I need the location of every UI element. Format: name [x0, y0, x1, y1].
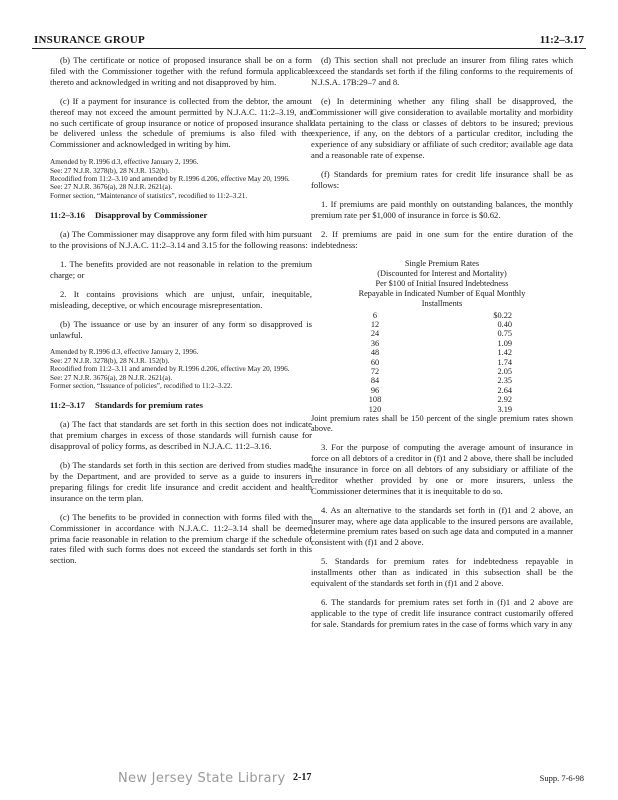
table-row [345, 320, 520, 329]
running-header-section: 11:2–3.17 [539, 34, 584, 46]
paragraph-317-b: (b) The standards set forth in this section are derived from studies made by the Department, and are provided to serve as a guide to insurers in preparing filings for credit life insurance and credit accident and health insurance on the term plan. [50, 460, 312, 503]
history-notes-1 [50, 158, 312, 200]
supplement-date: Supp. 7-6-98 [539, 773, 584, 783]
paragraph-317-a: (a) The fact that standards are set forth in this section does not indicate that premium charges in excess of those standards will furnish cause for disapproval of policy forms, as described in N.J.A.C. 11:2–3.16. [50, 419, 312, 452]
rate-cell: 2.35 [497, 376, 512, 386]
installments-cell: 24 [370, 329, 380, 339]
history-notes-2 [50, 348, 312, 390]
installments-cell: 84 [370, 376, 380, 386]
rate-table-title-line: (Discounted for Interest and Mortality) [377, 268, 507, 278]
section-heading-3-16 [50, 210, 312, 221]
rate-cell: 1.74 [497, 357, 512, 367]
installments-cell: 96 [370, 385, 380, 395]
paragraph-f1: 1. If premiums are paid monthly on outstanding balances, the monthly premium rate per $1,000 of insurance in force is $0.62. [311, 198, 573, 220]
rate-cell: 3.19 [497, 404, 512, 414]
section-number: 11:2–3.17 [50, 400, 85, 411]
paragraph-b: (b) The certificate or notice of proposed insurance shall be on a form filed with the Commissioner together with the refund formula applicable thereto and acknowledged in writing and not disapproved by him. [50, 55, 312, 87]
paragraph-316-a1: 1. The benefits provided are not reasonable in relation to the premium charge; or [50, 259, 312, 280]
history-note: See: 27 N.J.R. 3676(a), 28 N.J.R. 2621(a). [50, 373, 173, 382]
paragraph-e: (e) In determining whether any filing shall be disapproved, the Commissioner will give consideration to available mortality and morbidity data pertaining to the class or classes of debtors to be insured; previous experience, if any, on the debtors of a particular creditor, including the experience of any subsidiary or affiliate of such creditor; available age data and a reasonable rate of expense. [311, 95, 573, 161]
table-row [345, 395, 520, 404]
header-rule [32, 48, 586, 49]
rate-cell: 1.42 [497, 348, 512, 358]
single-premium-rate-table [345, 311, 520, 414]
rate-cell: 0.75 [497, 329, 512, 339]
rate-table-title-line: Repayable in Indicated Number of Equal Monthly [358, 288, 526, 298]
table-row [345, 358, 520, 367]
table-row [345, 386, 520, 395]
table-row [345, 329, 520, 338]
history-note: See: 27 N.J.R. 3278(b), 28 N.J.R. 152(b). [50, 166, 170, 175]
table-row [345, 339, 520, 348]
table-row [345, 348, 520, 357]
paragraph-316-b: (b) The issuance or use by an insurer of any form so disapproved is unlawful. [50, 318, 312, 340]
installments-cell: 108 [368, 395, 382, 405]
paragraph-f3: 3. For the purpose of computing the average amount of insurance in force on all debtors of a creditor in (f)1 and 2 above, there shall be included the insurance in force on all debtors of any subsidiary or affiliate of the creditor whether provided by one or more insurers, unless the Commissioner determines that it is inequitable to do so. [311, 442, 573, 496]
history-note: Amended by R.1996 d.3, effective January 2, 1996. [50, 348, 199, 357]
installments-cell: 36 [370, 338, 380, 348]
history-note: See: 27 N.J.R. 3676(a), 28 N.J.R. 2621(a). [50, 183, 173, 192]
installments-cell: 72 [370, 367, 380, 377]
paragraph-f5: 5. Standards for premium rates for indebtedness repayable in installments other than as indicated in this subsection shall be the equivalent of the standards set forth in (f)1 and 2 above. [311, 556, 573, 589]
installments-cell: 120 [368, 404, 382, 414]
paragraph-316-a2: 2. It contains provisions which are unjust, unfair, inequitable, misleading, deceptive, or which encourage misrepresentation. [50, 288, 312, 310]
rate-cell: 0.40 [497, 320, 512, 329]
history-note: Amended by R.1996 d.3, effective January 2, 1996. [50, 158, 199, 167]
rate-cell: 2.64 [497, 385, 512, 395]
rate-table-title [311, 259, 573, 309]
section-heading-3-17 [50, 400, 312, 411]
paragraph-f: (f) Standards for premium rates for credit life insurance shall be as follows: [311, 169, 573, 191]
paragraph-316-a: (a) The Commissioner may disapprove any form filed with him pursuant to the provisions of N.J.A.C. 11:2–3.14 and 3.15 for the following reasons: [50, 229, 312, 251]
paragraph-317-c: (c) The benefits to be provided in connection with forms filed with the Commissioner in accordance with N.J.A.C. 11:2–3.14 shall be deemed prima facie reasonable in relation to the premium charge if the schedule of rates filed with such forms does not exceed the standards set forth in this section. [50, 511, 312, 566]
running-header-title: INSURANCE GROUP [34, 34, 145, 46]
rate-cell: 2.05 [497, 367, 512, 377]
paragraph-f6: 6. The standards for premium rates set forth in (f)1 and 2 above are applicable to the type of credit life insurance contract customarily offered for sale. Standards for premium rates in the case of forms which vary in any [311, 596, 573, 629]
rate-table-title-line: Installments [421, 298, 463, 308]
right-column [311, 55, 573, 638]
left-column [50, 55, 312, 574]
library-watermark: New Jersey State Library [118, 771, 286, 786]
history-note: Former section, “Maintenance of statistics”, recodified to 11:2–3.21. [50, 191, 248, 200]
installments-cell: 12 [370, 320, 380, 329]
history-note: Former section, “Issuance of policies”, recodified to 11:2–3.22. [50, 382, 233, 391]
section-title: Standards for premium rates [95, 400, 204, 411]
rate-table-title-line: Per $100 of Initial Insured Indebtedness [375, 278, 509, 288]
rate-cell: 1.09 [497, 338, 512, 348]
history-note: Recodified from 11:2–3.10 and amended by R.1996 d.206, effective May 20, 1996. [50, 175, 290, 184]
table-row [345, 405, 520, 414]
installments-cell: 60 [370, 357, 380, 367]
history-note: See: 27 N.J.R. 3278(b), 28 N.J.R. 152(b). [50, 356, 170, 365]
section-number: 11:2–3.16 [50, 210, 85, 221]
installments-cell: 48 [370, 348, 380, 358]
installments-cell: 6 [372, 310, 378, 320]
table-row [345, 376, 520, 385]
paragraph-c: (c) If a payment for insurance is collected from the debtor, the amount thereof may not exceed the amount permitted by N.J.A.C. 11:2–3.19, and no such certificate of group insurance or notice of proposed insurance shall be delivered unless the schedule of premiums is also filed with the Commissioner and acknowledged in writing by him. [50, 95, 312, 150]
rate-cell: $0.22 [493, 310, 512, 320]
table-row [345, 367, 520, 376]
table-row [345, 311, 520, 320]
section-title: Disapproval by Commissioner [95, 210, 208, 221]
paragraph-f2: 2. If premiums are paid in one sum for the entire duration of the indebtedness: [311, 228, 573, 250]
history-note: Recodified from 11:2–3.11 and amended by R.1996 d.206, effective May 20, 1996. [50, 365, 290, 374]
joint-premium-note: Joint premium rates shall be 150 percent of the single premium rates shown above. [311, 414, 573, 434]
paragraph-f4: 4. As an alternative to the standards set forth in (f)1 and 2 above, an insurer may, where age data applicable to the insured persons are available, determine premium rates based on such age data and computed in a manner consistent with (f)1 and 2 above. [311, 504, 573, 548]
rate-table-title-line: Single Premium Rates [404, 258, 480, 268]
paragraph-d: (d) This section shall not preclude an insurer from filing rates which exceed the standards set forth if the filing conforms to the requirements of N.J.S.A. 17B:29–7 and 8. [311, 55, 573, 87]
rate-cell: 2.92 [497, 395, 512, 405]
page-number: 2-17 [293, 772, 312, 783]
